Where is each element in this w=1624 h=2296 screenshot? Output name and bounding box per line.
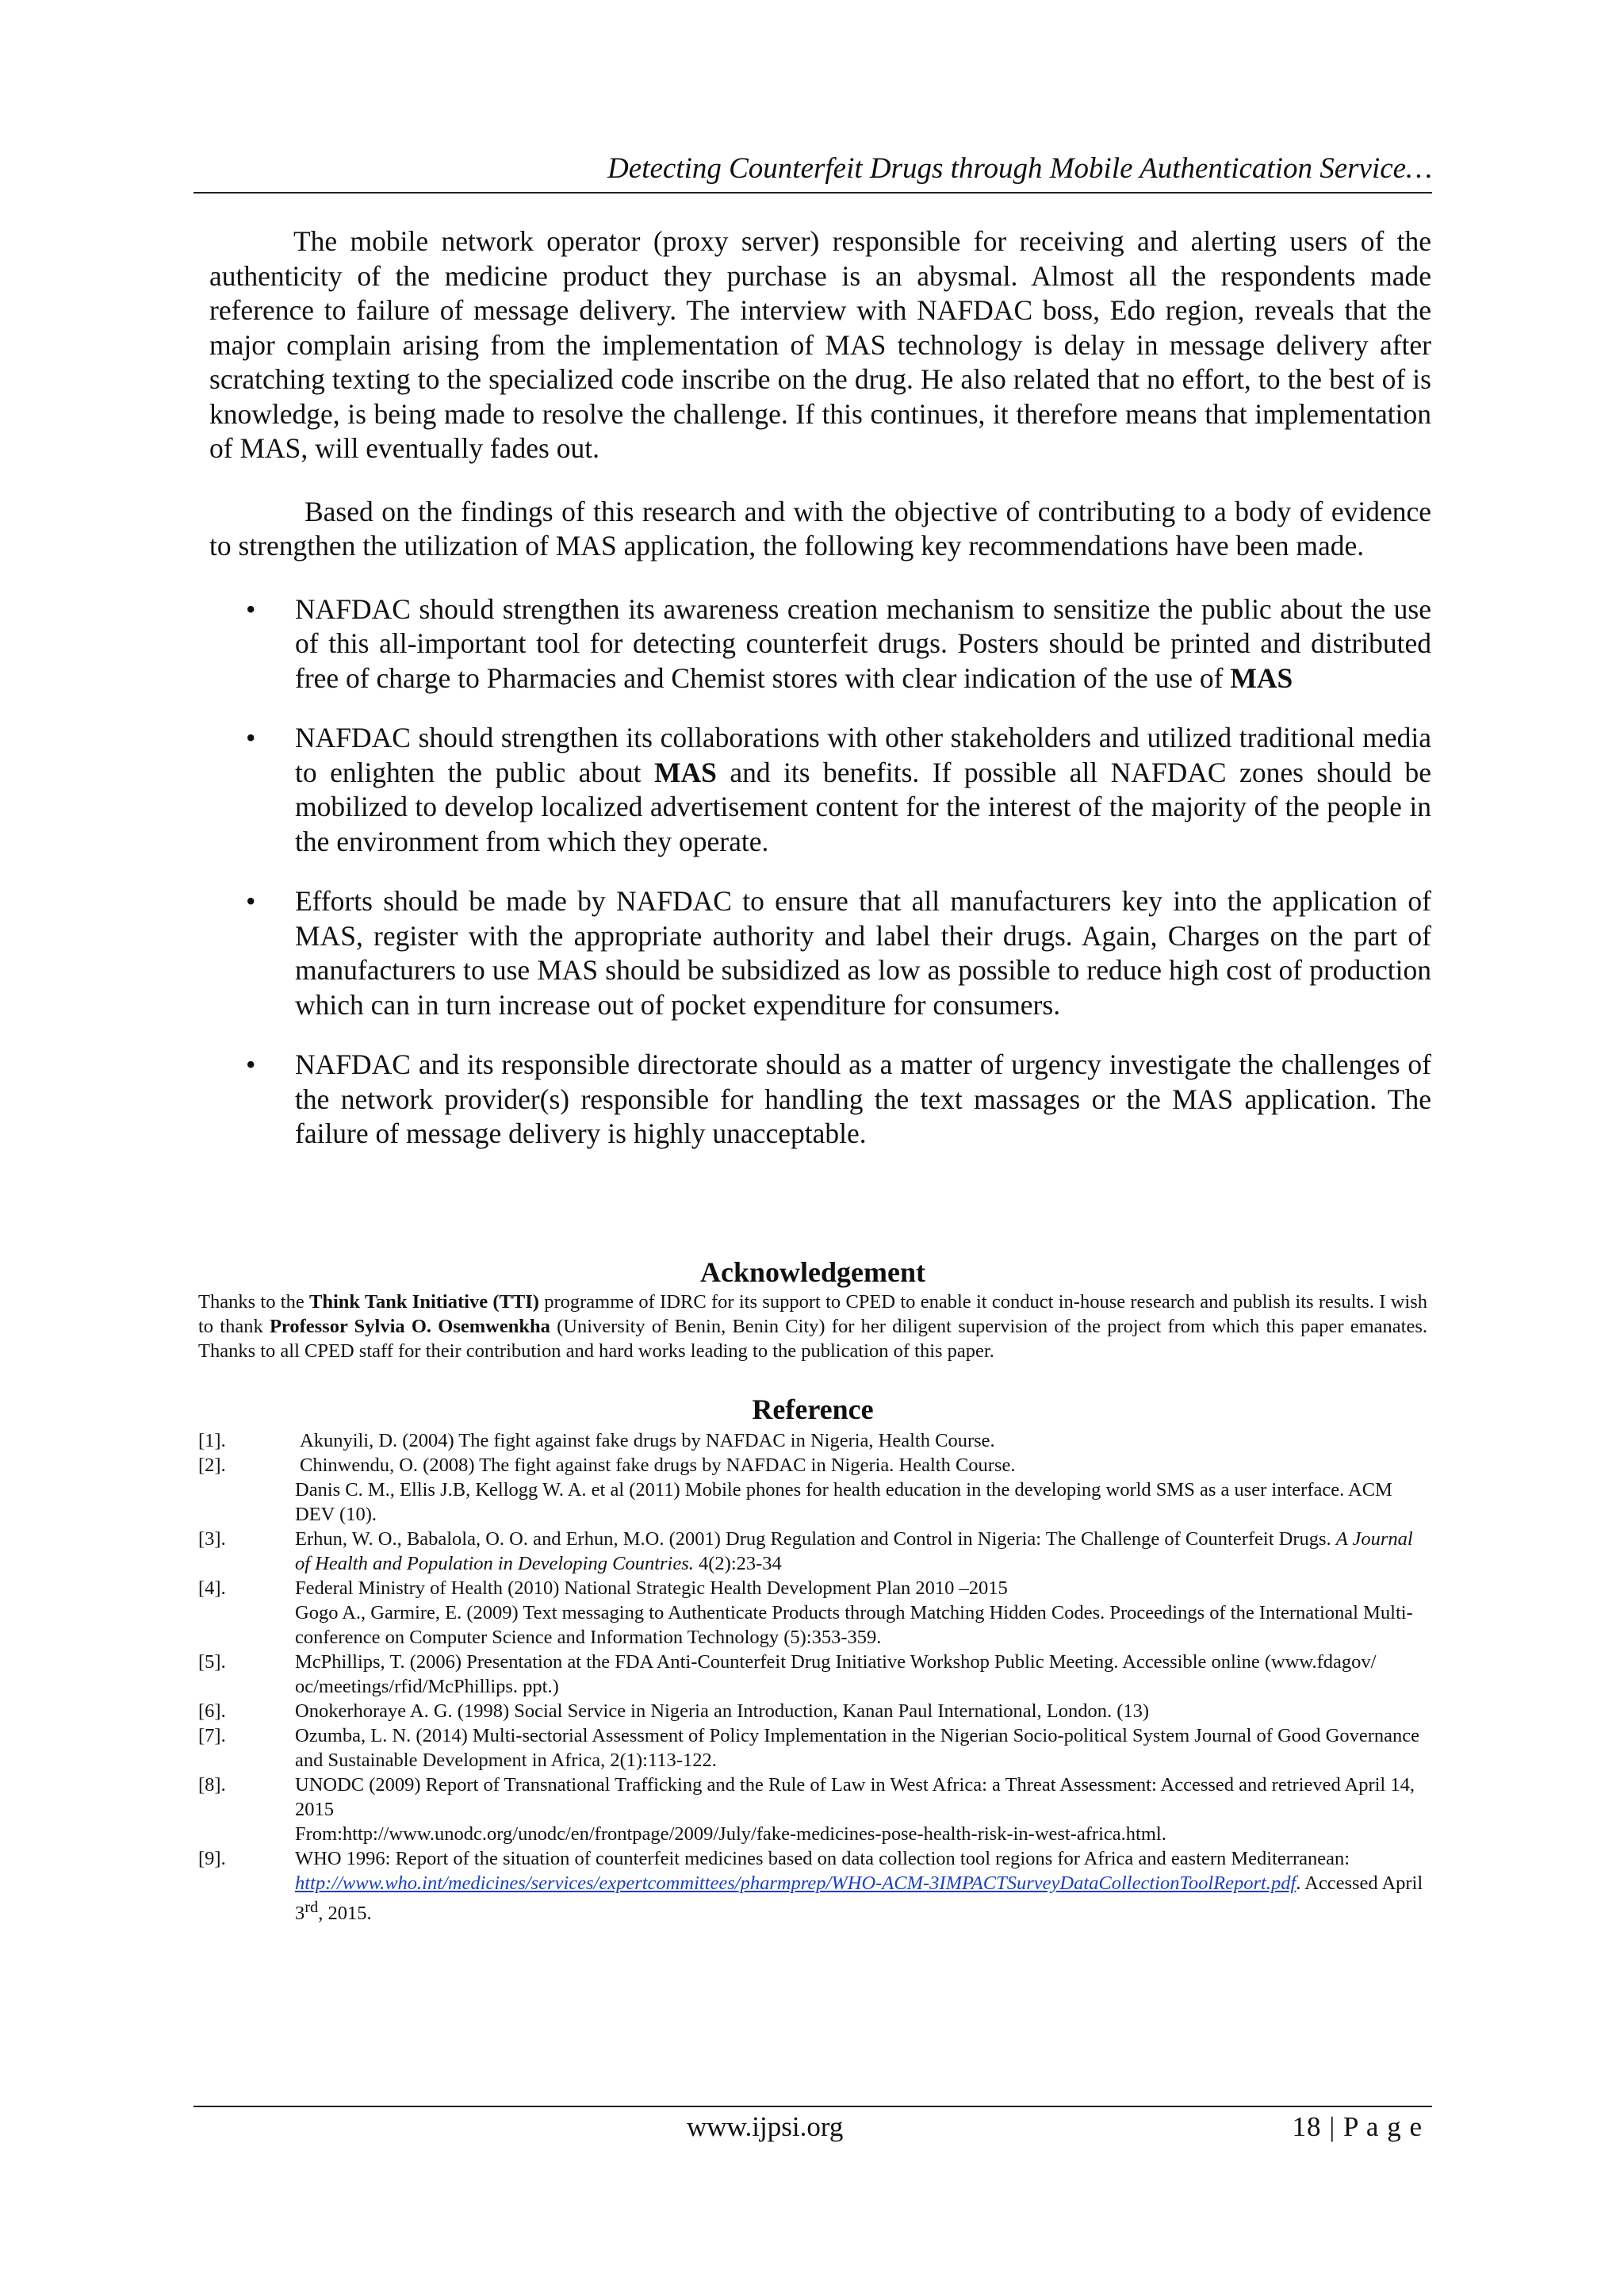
- reference-item: [198, 1773, 1427, 1846]
- recommendation-item: [209, 721, 1431, 859]
- recommendation-bold: MAS: [653, 756, 717, 788]
- reference-number: [5].: [198, 1651, 226, 1673]
- reference-journal: A Journal of Health and Population in Developing Countries.: [295, 1528, 1413, 1574]
- reference-text: Danis C. M., Ellis J.B, Kellogg W. A. et al (2011) Mobile phones for health education in the developing world SMS as a user interface. ACM DEV (10).: [295, 1479, 1392, 1525]
- body-paragraph-2: Based on the findings of this research and with the objective of contributing to a body of evidence to strengthen the utilization of MAS application, the following key recommendations have been made.: [209, 495, 1431, 562]
- reference-number: [7].: [198, 1725, 226, 1746]
- recommendation-text: NAFDAC should strengthen its collaborations with other stakeholders and utilized traditional media to enlighten the public about: [295, 722, 1431, 788]
- recommendation-bold: MAS: [1230, 661, 1293, 694]
- ack-text-part: (University of Benin, Benin City) for her diligent supervision of the project from which this paper emanates. Thanks to all CPED staff for their contribution and hard works leading to the publication of this paper.: [198, 1316, 1428, 1362]
- reference-text: Ozumba, L. N. (2014) Multi-sectorial Assessment of Policy Implementation in the Nigerian Socio-political System Journal of Good Governance and Sustainable Development in Africa, 2(1):113-122.: [295, 1725, 1419, 1771]
- recommendation-text-tail: and its benefits. If possible all NAFDAC zones should be mobilized to develop localized advertisement content for the interest of the majority of the people in the environment from which they operate.: [295, 756, 1431, 857]
- reference-text: Federal Ministry of Health (2010) National Strategic Health Development Plan 2010 –2015: [295, 1577, 1008, 1599]
- reference-text-part: WHO 1996: Report of the situation of counterfeit medicines based on data collection tool regions for Africa and eastern Mediterranean:: [295, 1848, 1350, 1869]
- reference-title: Reference: [752, 1393, 874, 1425]
- footer-website: www.ijpsi.org: [687, 2111, 844, 2142]
- reference-item: [198, 1576, 1427, 1600]
- ack-bold-tti: Think Tank Initiative (TTI): [309, 1291, 539, 1313]
- footer-page-number: 18 | P a g e: [1292, 2111, 1423, 2142]
- recommendations-list: [209, 592, 1431, 1152]
- reference-item: [198, 1846, 1427, 1926]
- main-body: [209, 224, 1431, 1177]
- reference-item: [198, 1428, 1427, 1453]
- reference-number: [4].: [198, 1577, 226, 1599]
- reference-number: [9].: [198, 1848, 226, 1869]
- reference-text-part: Erhun, W. O., Babalola, O. O. and Erhun, M.O. (2001) Drug Regulation and Control in Nigeria: The Challenge of Counterfeit Drugs.: [295, 1528, 1336, 1550]
- reference-text: Chinwendu, O. (2008) The fight against fake drugs by NAFDAC in Nigeria. Health Course.: [300, 1455, 1016, 1476]
- reference-text: McPhillips, T. (2006) Presentation at the FDA Anti-Counterfeit Drug Initiative Workshop Public Meeting. Accessible online (www.fdagov/ oc/meetings/rfid/McPhillips. ppt.): [295, 1651, 1377, 1697]
- reference-text: [295, 1527, 1427, 1576]
- reference-text-part: . Accessed April 3: [295, 1872, 1423, 1925]
- ack-text-part: programme of IDRC for its support to CPED to enable it conduct in-house research and publish its results. I wish to thank: [198, 1291, 1427, 1337]
- reference-text: Gogo A., Garmire, E. (2009) Text messaging to Authenticate Products through Matching Hidden Codes. Proceedings of the International Multi-conference on Computer Science and Information Technology (5):353-359.: [295, 1602, 1413, 1648]
- reference-text: [295, 1846, 1427, 1926]
- acknowledgement-title: Acknowledgement: [700, 1256, 925, 1288]
- reference-text: UNODC (2009) Report of Transnational Trafficking and the Rule of Law in West Africa: a Threat Assessment: Accessed and retrieved April 14, 2015: [295, 1774, 1415, 1820]
- reference-item: [198, 1527, 1427, 1576]
- reference-text: Onokerhoraye A. G. (1998) Social Service in Nigeria an Introduction, Kanan Paul International, London. (13): [295, 1700, 1150, 1722]
- recommendation-text: NAFDAC should strengthen its awareness creation mechanism to sensitize the public about the use of this all-important tool for detecting counterfeit drugs. Posters should be printed and distributed free of charge to Pharmacies and Chemist stores with clear indication of the use of: [295, 592, 1431, 694]
- acknowledgement-text: [198, 1290, 1427, 1363]
- reference-item: [198, 1699, 1427, 1723]
- reference-text-part: , 2015.: [318, 1903, 372, 1925]
- reference-number: [6].: [198, 1700, 226, 1722]
- reference-number: [2].: [198, 1455, 226, 1476]
- reference-link[interactable]: http://www.who.int/medicines/services/expertcommittees/pharmprep/WHO-ACM-3IMPACTSurveyDataCollectionToolReport.pdf: [295, 1872, 1297, 1894]
- bullet-icon: •: [246, 1048, 256, 1080]
- reference-item: [198, 1650, 1427, 1699]
- reference-item: [198, 1453, 1427, 1478]
- reference-url-text: From:http://www.unodc.org/unodc/en/frontpage/2009/July/fake-medicines-pose-health-risk-in-west-africa.html.: [295, 1823, 1166, 1845]
- reference-text-part: 4(2):23-34: [693, 1553, 782, 1574]
- reference-item: [198, 1478, 1427, 1527]
- header-divider: [193, 192, 1432, 194]
- reference-item: [198, 1600, 1427, 1650]
- running-header: Detecting Counterfeit Drugs through Mobile Authentication Service…: [607, 152, 1432, 185]
- recommendation-text: Efforts should be made by NAFDAC to ensure that all manufacturers key into the application of MAS, register with the appropriate authority and label their drugs. Again, Charges on the part of manufacturers to use MAS should be subsidized as low as possible to reduce high cost of production which can in turn increase out of pocket expenditure for consumers.: [295, 885, 1431, 1021]
- recommendation-text: NAFDAC and its responsible directorate should as a matter of urgency investigate the challenges of the network provider(s) responsible for handling the text massages or the MAS application. The failure of message delivery is highly unacceptable.: [295, 1048, 1431, 1149]
- recommendation-item: [209, 884, 1431, 1022]
- reference-text: Akunyili, D. (2004) The fight against fake drugs by NAFDAC in Nigeria, Health Course.: [300, 1430, 995, 1451]
- reference-superscript: rd: [304, 1899, 319, 1916]
- body-paragraph-1: The mobile network operator (proxy server) responsible for receiving and alerting users of the authenticity of the medicine product they purchase is an abysmal. Almost all the respondents made reference to failure of message delivery. The interview with NAFDAC boss, Edo region, reveals that the major complain arising from the implementation of MAS technology is delay in message delivery after scratching texting to the specialized code inscribe on the drug. He also related that no effort, to the best of is knowledge, is being made to resolve the challenge. If this continues, it therefore means that implementation of MAS, will eventually fades out.: [209, 225, 1431, 464]
- ack-bold-professor: Professor Sylvia O. Osemwenkha: [269, 1316, 550, 1337]
- bullet-icon: •: [246, 592, 256, 625]
- bullet-icon: •: [246, 885, 256, 917]
- reference-number: [3].: [198, 1528, 226, 1550]
- recommendation-item: [209, 592, 1431, 696]
- reference-item: [198, 1723, 1427, 1773]
- footer-divider: [193, 2106, 1432, 2107]
- ack-text-part: Thanks to the: [198, 1291, 310, 1313]
- reference-list: [198, 1428, 1427, 1926]
- reference-number: [8].: [198, 1774, 226, 1796]
- recommendation-item: [209, 1048, 1431, 1152]
- reference-number: [1].: [198, 1430, 226, 1451]
- bullet-icon: •: [246, 722, 256, 753]
